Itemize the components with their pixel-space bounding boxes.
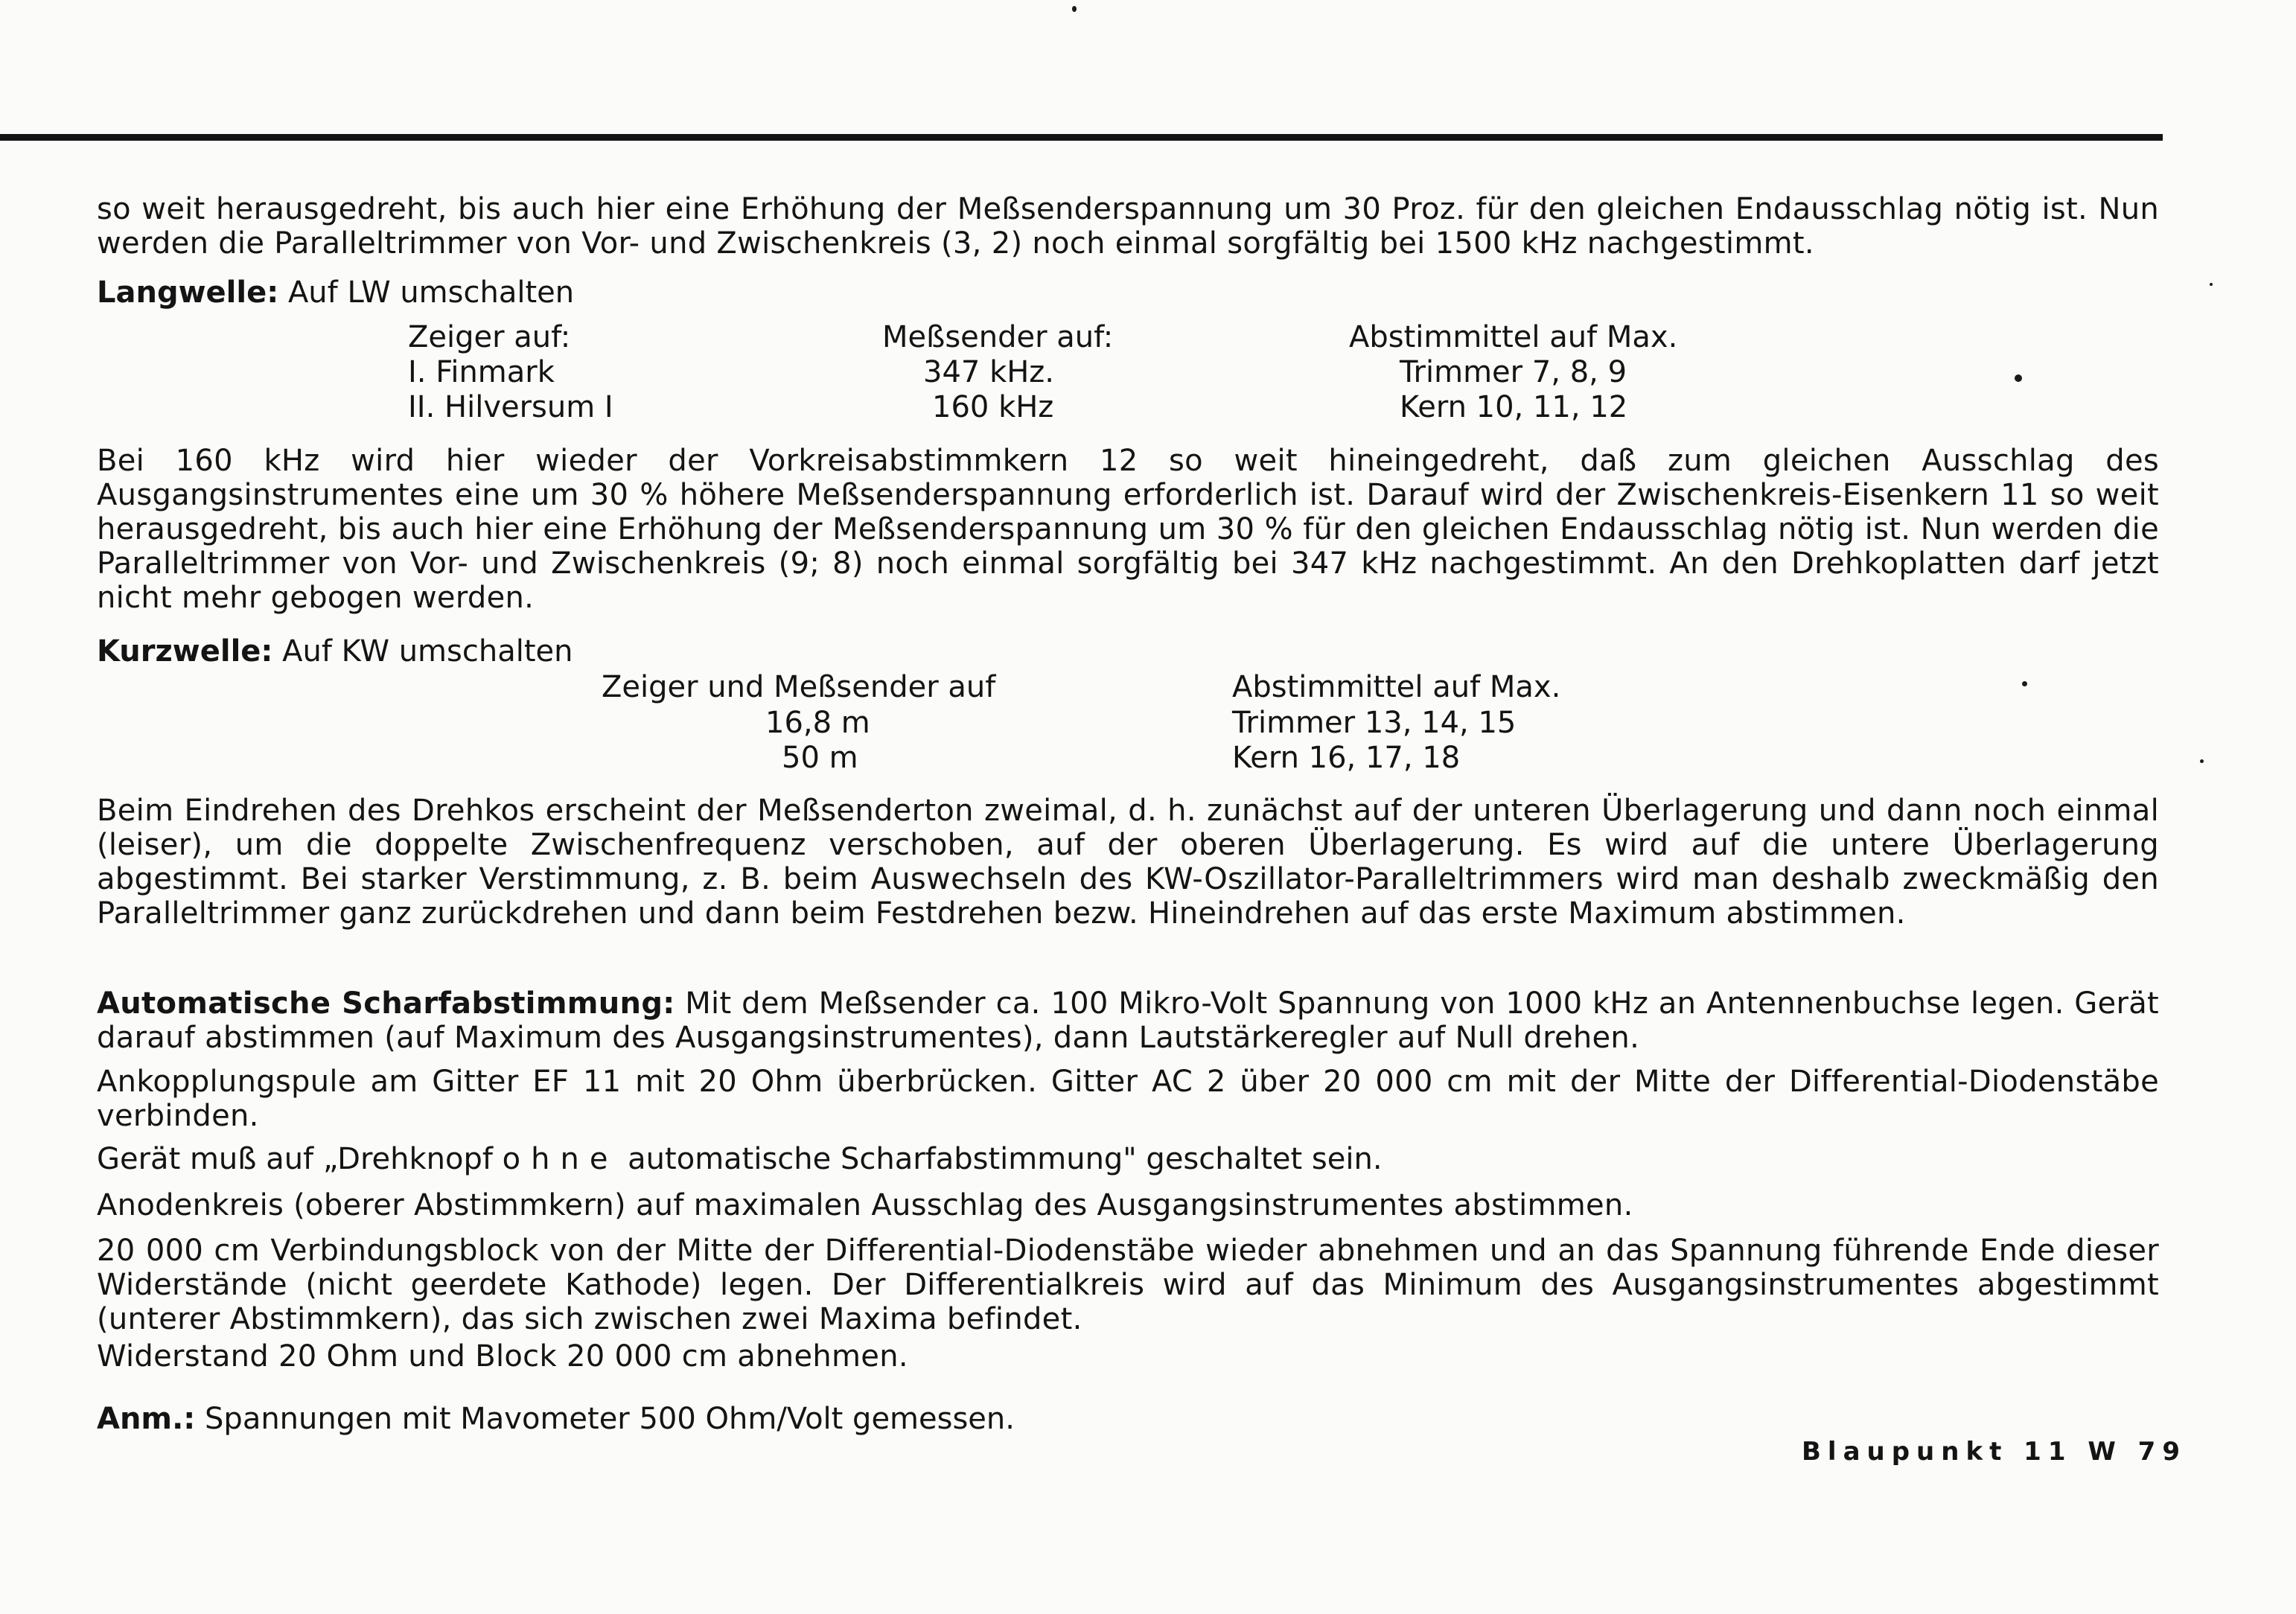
kurzwelle-heading: Kurzwelle:	[97, 634, 273, 669]
note-text: Spannungen mit Mavometer 500 Ohm/Volt gemessen.	[205, 1402, 1015, 1436]
scan-speck	[2200, 759, 2204, 763]
switch-line-prefix: Gerät muß auf „Drehknopf	[97, 1142, 493, 1176]
step-anodenkreis: Anodenkreis (oberer Abstimmkern) auf maximalen Ausschlag des Ausgangsinstrumentes abstimmen.	[97, 1188, 1633, 1222]
lw-row2-messender: 160 kHz	[932, 390, 1054, 424]
switch-line-suffix: automatische Scharfabstimmung" geschaltet sein.	[628, 1142, 1383, 1176]
scharfabstimmung-paragraph	[97, 986, 2159, 1055]
scharfabstimmung-heading: Automatische Scharfabstimmung:	[97, 986, 675, 1021]
kw-header-zeiger: Zeiger und Meßsender auf	[602, 670, 996, 704]
scharfabstimmung-text: Mit dem Meßsender ca. 100 Mikro-Volt Spannung von 1000 kHz an Antennenbuchse legen. Gerät darauf abstimmen (auf Maximum des Ausgangsinstrumentes), dann Lautstärkeregler auf Null drehen.	[97, 986, 2160, 1055]
switch-line	[97, 1142, 1383, 1176]
kw-row2-abstimmittel: Kern 16, 17, 18	[1232, 741, 1461, 775]
note-label: Anm.:	[97, 1402, 196, 1436]
note-line	[97, 1402, 1015, 1436]
lw-header-zeiger: Zeiger auf:	[408, 320, 571, 354]
lw-header-abstimmittel: Abstimmittel auf Max.	[1349, 320, 1678, 354]
kw-row1-abstimmittel: Trimmer 13, 14, 15	[1232, 706, 1517, 740]
kw-row1-wave: 16,8 m	[765, 706, 870, 740]
kurzwelle-paragraph: Beim Eindrehen des Drehkos erscheint der Meßsenderton zweimal, d. h. zunächst auf der unteren Überlagerung und dann noch einmal (leiser), um die doppelte Zwischenfrequenz verschoben, auf der oberen Überlagerung. Es wird auf die untere Überlagerung abgestimmt. Bei starker Verstimmung, z. B. beim Auswechseln des KW-Oszillator-Paralleltrimmers wird man deshalb zweckmäßig den Paralleltrimmer ganz zurückdrehen und dann beim Festdrehen bezw. Hineindrehen auf das erste Maximum abstimmen.	[97, 794, 2159, 931]
top-rule	[0, 134, 2163, 141]
lw-row1-zeiger: I. Finmark	[408, 355, 555, 389]
lw-row2-zeiger: II. Hilversum I	[408, 390, 613, 424]
step-verbindungsblock: 20 000 cm Verbindungsblock von der Mitte der Differential-Diodenstäbe wieder abnehmen und an das Spannung führende Ende dieser Widerstände (nicht geerdete Kathode) legen. Der Differentialkreis wird auf das Minimum des Ausgangsinstrumentes abgestimmt (unterer Abstimmkern), das sich zwischen zwei Maxima befindet.	[97, 1234, 2159, 1336]
lw-row1-abstimmittel: Trimmer 7, 8, 9	[1400, 355, 1627, 389]
scan-speck	[1072, 6, 1077, 12]
langwelle-heading: Langwelle:	[97, 275, 279, 310]
model-footer: Blaupunkt 11 W 79	[1802, 1437, 2187, 1467]
scan-speck	[2015, 374, 2022, 382]
lw-row1-messender: 347 kHz.	[923, 355, 1055, 389]
scan-speck	[2210, 283, 2213, 286]
step-ankopplung: Ankopplungspule am Gitter EF 11 mit 20 Ohm überbrücken. Gitter AC 2 über 20 000 cm mit der Mitte der Differential-Diodenstäbe verbinden.	[97, 1065, 2159, 1133]
kurzwelle-instruction: Auf KW umschalten	[282, 634, 573, 669]
langwelle-heading-line	[97, 275, 574, 310]
step-widerstand: Widerstand 20 Ohm und Block 20 000 cm abnehmen.	[97, 1339, 908, 1374]
langwelle-instruction: Auf LW umschalten	[287, 275, 575, 310]
kurzwelle-heading-line	[97, 634, 573, 669]
lw-row2-abstimmittel: Kern 10, 11, 12	[1400, 390, 1628, 424]
kw-row2-wave: 50 m	[782, 741, 858, 775]
kw-header-abstimmittel: Abstimmittel auf Max.	[1232, 670, 1561, 704]
lw-header-messender: Meßsender auf:	[882, 320, 1114, 354]
switch-line-emphasis: ohne	[502, 1142, 619, 1176]
intro-paragraph: so weit herausgedreht, bis auch hier eine Erhöhung der Meßsenderspannung um 30 Proz. für den gleichen Endausschlag nötig ist. Nun werden die Paralleltrimmer von Vor- und Zwischenkreis (3, 2) noch einmal sorgfältig bei 1500 kHz nachgestimmt.	[97, 192, 2159, 261]
scan-speck	[2022, 681, 2027, 686]
langwelle-paragraph: Bei 160 kHz wird hier wieder der Vorkreisabstimmkern 12 so weit hineingedreht, daß zum gleichen Ausschlag des Ausgangsinstrumentes eine um 30 % höhere Meßsenderspannung erforderlich ist. Darauf wird der Zwischenkreis-Eisenkern 11 so weit herausgedreht, bis auch hier eine Erhöhung der Meßsenderspannung um 30 % für den gleichen Endausschlag nötig ist. Nun werden die Paralleltrimmer von Vor- und Zwischenkreis (9; 8) noch einmal sorgfältig bei 347 kHz nachgestimmt. An den Drehkoplatten darf jetzt nicht mehr gebogen werden.	[97, 444, 2159, 615]
